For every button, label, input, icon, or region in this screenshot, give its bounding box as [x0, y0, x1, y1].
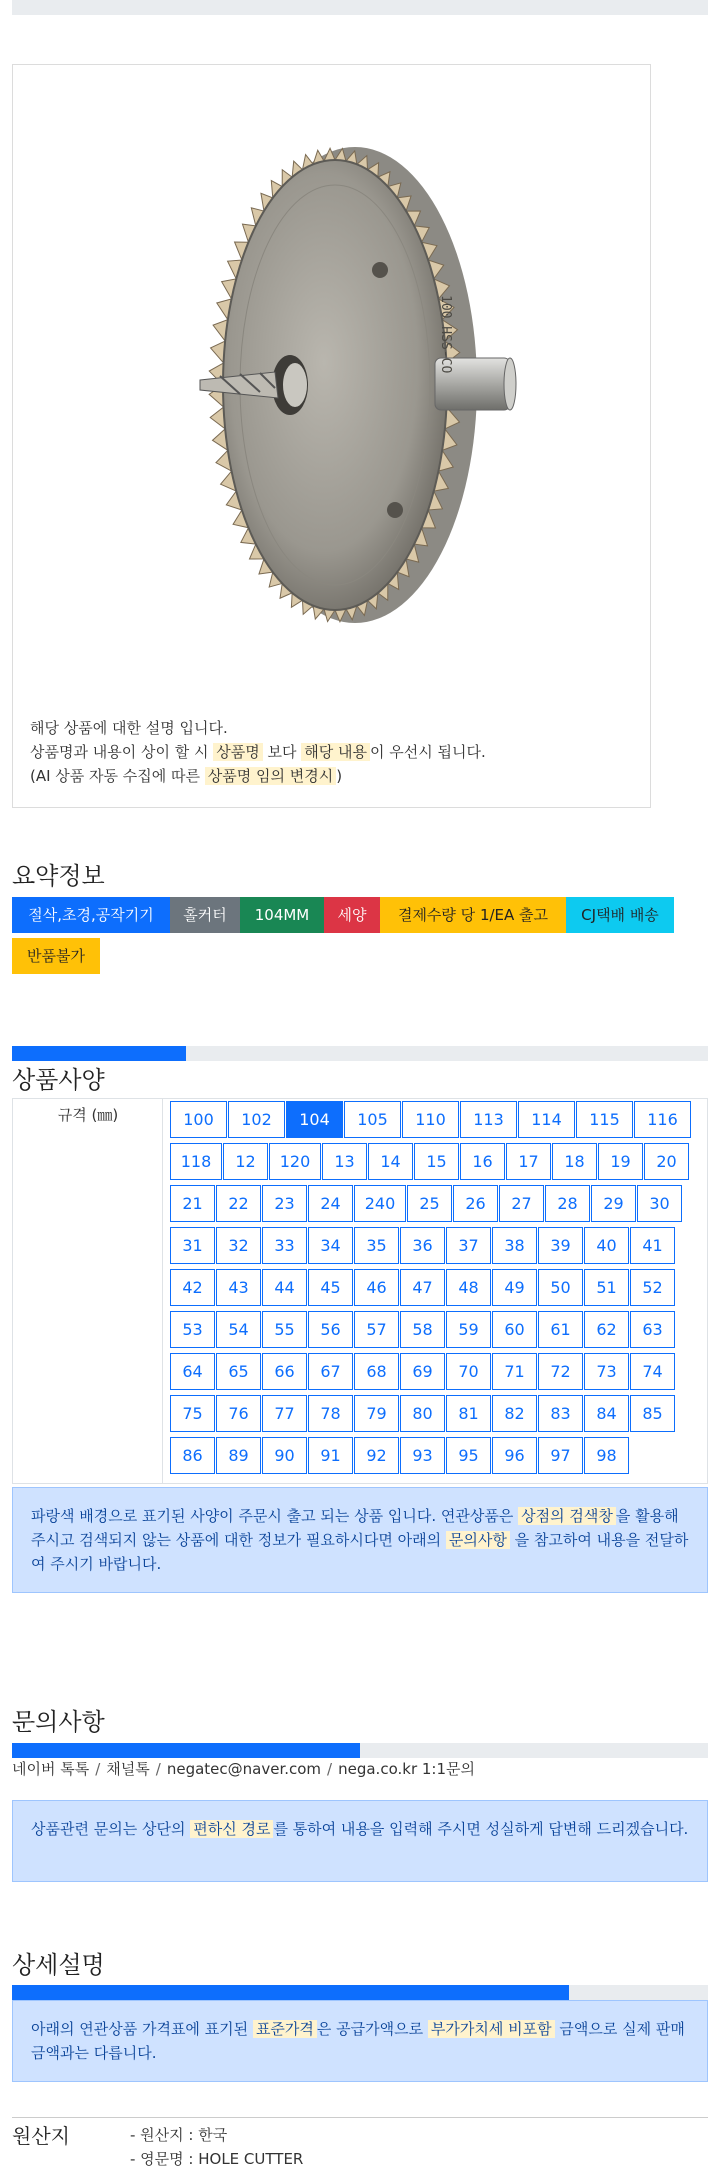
size-option[interactable]: 49 — [492, 1269, 537, 1306]
size-option[interactable]: 32 — [216, 1227, 261, 1264]
size-option[interactable]: 13 — [322, 1143, 367, 1180]
size-option[interactable]: 27 — [499, 1185, 544, 1222]
size-option[interactable]: 53 — [170, 1311, 215, 1348]
size-option[interactable]: 25 — [407, 1185, 452, 1222]
size-option[interactable]: 240 — [354, 1185, 406, 1222]
size-option[interactable]: 16 — [460, 1143, 505, 1180]
size-option[interactable]: 30 — [637, 1185, 682, 1222]
size-option[interactable]: 43 — [216, 1269, 261, 1306]
size-option[interactable]: 116 — [634, 1101, 691, 1138]
size-option[interactable]: 100 — [170, 1101, 227, 1138]
top-progress-bar — [12, 0, 708, 15]
size-option[interactable]: 115 — [576, 1101, 633, 1138]
size-option[interactable]: 23 — [262, 1185, 307, 1222]
size-option[interactable]: 79 — [354, 1395, 399, 1432]
size-option[interactable]: 104 — [286, 1101, 343, 1138]
size-option[interactable]: 51 — [584, 1269, 629, 1306]
size-option[interactable]: 105 — [344, 1101, 401, 1138]
size-option[interactable]: 66 — [262, 1353, 307, 1390]
summary-title: 요약정보 — [12, 862, 105, 890]
spec-divider — [162, 1098, 163, 1484]
summary-badge: CJ택배 배송 — [566, 897, 674, 933]
engraving-text: 100 HSS-CO — [438, 295, 453, 374]
size-option[interactable]: 118 — [170, 1143, 222, 1180]
size-option[interactable]: 78 — [308, 1395, 353, 1432]
summary-badge: 104MM — [240, 897, 324, 933]
size-option[interactable]: 82 — [492, 1395, 537, 1432]
size-option[interactable]: 80 — [400, 1395, 445, 1432]
highlight-search-box: 상점의 검색창 — [518, 1507, 616, 1525]
notice-line-1: 해당 상품에 대한 설명 입니다. — [30, 719, 228, 737]
size-option[interactable]: 42 — [170, 1269, 215, 1306]
size-option[interactable]: 26 — [453, 1185, 498, 1222]
size-option[interactable]: 14 — [368, 1143, 413, 1180]
contact-channels: 네이버 톡톡 / 채널톡 / negatec@naver.com / nega.co.kr 1:1문의 — [12, 1760, 475, 1778]
size-option[interactable]: 36 — [400, 1227, 445, 1264]
size-option[interactable]: 61 — [538, 1311, 583, 1348]
size-option[interactable]: 81 — [446, 1395, 491, 1432]
size-option[interactable]: 93 — [400, 1437, 445, 1474]
summary-badge: 세양 — [324, 897, 380, 933]
size-option[interactable]: 70 — [446, 1353, 491, 1390]
inquiry-progress — [12, 1743, 708, 1758]
highlight-vat-excluded: 부가가치세 비포함 — [428, 2020, 555, 2038]
size-option[interactable]: 39 — [538, 1227, 583, 1264]
size-option[interactable]: 24 — [308, 1185, 353, 1222]
detail-title: 상세설명 — [12, 1951, 105, 1979]
size-option[interactable]: 92 — [354, 1437, 399, 1474]
size-option[interactable]: 84 — [584, 1395, 629, 1432]
summary-badge: 결제수량 당 1/EA 출고 — [380, 897, 566, 933]
summary-badge: 반품불가 — [12, 938, 100, 974]
size-option[interactable]: 57 — [354, 1311, 399, 1348]
size-option[interactable]: 58 — [400, 1311, 445, 1348]
size-option[interactable]: 85 — [630, 1395, 675, 1432]
contact-naver-talk[interactable]: 네이버 톡톡 — [12, 1760, 90, 1778]
notice-line-2: 상품명과 내용이 상이 할 시 상품명 보다 해당 내용 이 우선시 됩니다. — [30, 743, 486, 761]
inquiry-progress-fill — [12, 1743, 360, 1758]
size-option[interactable]: 56 — [308, 1311, 353, 1348]
size-option[interactable]: 89 — [216, 1437, 261, 1474]
size-option[interactable]: 83 — [538, 1395, 583, 1432]
size-option[interactable]: 65 — [216, 1353, 261, 1390]
hole-cutter-image — [180, 140, 520, 630]
size-option[interactable]: 110 — [402, 1101, 459, 1138]
size-option[interactable]: 75 — [170, 1395, 215, 1432]
size-option[interactable]: 76 — [216, 1395, 261, 1432]
size-option[interactable]: 34 — [308, 1227, 353, 1264]
size-option[interactable]: 113 — [460, 1101, 517, 1138]
size-option[interactable]: 12 — [223, 1143, 268, 1180]
size-option[interactable]: 22 — [216, 1185, 261, 1222]
spec-info-box: 파랑색 배경으로 표기된 사양이 주문시 출고 되는 상품 입니다. 연관상품은 상점의 검색창 을 활용해 주시고 검색되지 않는 상품에 대한 정보가 필요하시다면 아래의 문의사항 을 참고하여 내용을 전달하여 주시기 바랍니다. — [12, 1487, 708, 1593]
detail-info-box: 아래의 연관상품 가격표에 표기된 표준가격 은 공급가액으로 부가가치세 비포함 금액으로 실제 판매금액과는 다릅니다. — [12, 2000, 708, 2082]
spec-size-label: 규격 (㎜) — [57, 1106, 119, 1124]
origin-label: 원산지 — [12, 2124, 70, 2148]
size-option[interactable]: 60 — [492, 1311, 537, 1348]
detail-progress — [12, 1985, 708, 2000]
size-option[interactable]: 19 — [598, 1143, 643, 1180]
size-option[interactable]: 45 — [308, 1269, 353, 1306]
highlight-rename: 상품명 임의 변경시 — [205, 767, 336, 785]
size-option[interactable]: 114 — [518, 1101, 575, 1138]
size-option[interactable]: 31 — [170, 1227, 215, 1264]
size-option[interactable]: 48 — [446, 1269, 491, 1306]
size-option[interactable]: 20 — [644, 1143, 689, 1180]
size-option[interactable]: 44 — [262, 1269, 307, 1306]
highlight-inquiry: 문의사항 — [446, 1531, 510, 1549]
size-option[interactable]: 33 — [262, 1227, 307, 1264]
size-option[interactable]: 71 — [492, 1353, 537, 1390]
size-option[interactable]: 67 — [308, 1353, 353, 1390]
size-option[interactable]: 63 — [630, 1311, 675, 1348]
inquiry-info-box: 상품관련 문의는 상단의 편하신 경로 를 통하여 내용을 입력해 주시면 성실하게 답변해 드리겠습니다. — [12, 1800, 708, 1882]
size-option[interactable]: 64 — [170, 1353, 215, 1390]
highlight-product-name: 상품명 — [213, 743, 262, 761]
size-option[interactable]: 95 — [446, 1437, 491, 1474]
spec-progress — [12, 1046, 708, 1061]
size-option[interactable]: 90 — [262, 1437, 307, 1474]
inquiry-title: 문의사항 — [12, 1708, 105, 1736]
origin-english-name: - 영문명 : HOLE CUTTER — [130, 2150, 304, 2168]
size-option[interactable]: 41 — [630, 1227, 675, 1264]
size-option[interactable]: 37 — [446, 1227, 491, 1264]
size-option[interactable]: 68 — [354, 1353, 399, 1390]
contact-email[interactable]: negatec@naver.com — [166, 1760, 322, 1778]
size-option[interactable]: 52 — [630, 1269, 675, 1306]
size-option[interactable]: 91 — [308, 1437, 353, 1474]
notice-line-3: (AI 상품 자동 수집에 따른 상품명 임의 변경시 ) — [30, 767, 343, 785]
summary-badge: 절삭,초경,공작기기 — [12, 897, 170, 933]
contact-channel-talk[interactable]: 채널톡 — [106, 1760, 150, 1778]
size-option[interactable]: 50 — [538, 1269, 583, 1306]
size-option[interactable]: 120 — [269, 1143, 321, 1180]
size-option[interactable]: 35 — [354, 1227, 399, 1264]
size-option[interactable]: 96 — [492, 1437, 537, 1474]
size-option[interactable]: 97 — [538, 1437, 583, 1474]
size-option[interactable]: 38 — [492, 1227, 537, 1264]
size-option[interactable]: 21 — [170, 1185, 215, 1222]
size-option[interactable]: 46 — [354, 1269, 399, 1306]
spec-progress-fill — [12, 1046, 186, 1061]
size-option[interactable]: 47 — [400, 1269, 445, 1306]
size-option[interactable]: 55 — [262, 1311, 307, 1348]
size-option[interactable]: 59 — [446, 1311, 491, 1348]
product-notice — [30, 716, 630, 788]
size-option[interactable]: 18 — [552, 1143, 597, 1180]
highlight-standard-price: 표준가격 — [253, 2020, 317, 2038]
size-option[interactable]: 102 — [228, 1101, 285, 1138]
size-option[interactable]: 17 — [506, 1143, 551, 1180]
origin-country: - 원산지 : 한국 — [130, 2126, 228, 2144]
summary-badge: 홀커터 — [170, 897, 240, 933]
size-option[interactable]: 73 — [584, 1353, 629, 1390]
contact-website[interactable]: nega.co.kr 1:1문의 — [338, 1760, 475, 1778]
size-option[interactable]: 74 — [630, 1353, 675, 1390]
detail-progress-fill — [12, 1985, 569, 2000]
size-option[interactable]: 72 — [538, 1353, 583, 1390]
size-option[interactable]: 62 — [584, 1311, 629, 1348]
size-option[interactable]: 69 — [400, 1353, 445, 1390]
size-option[interactable]: 77 — [262, 1395, 307, 1432]
size-option[interactable]: 29 — [591, 1185, 636, 1222]
size-option[interactable]: 28 — [545, 1185, 590, 1222]
size-option[interactable]: 86 — [170, 1437, 215, 1474]
size-option[interactable]: 98 — [584, 1437, 629, 1474]
origin-divider — [12, 2117, 708, 2118]
size-option[interactable]: 54 — [216, 1311, 261, 1348]
spec-title: 상품사양 — [12, 1066, 105, 1094]
highlight-route: 편하신 경로 — [190, 1820, 273, 1838]
highlight-content: 해당 내용 — [301, 743, 370, 761]
size-option[interactable]: 40 — [584, 1227, 629, 1264]
size-option[interactable]: 15 — [414, 1143, 459, 1180]
